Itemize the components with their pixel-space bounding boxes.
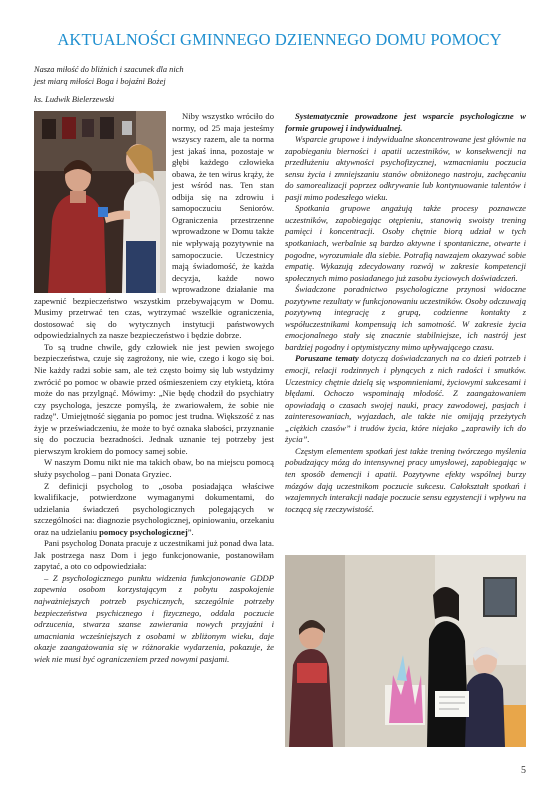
paragraph: Pani psycholog Donata pracuje z uczestnikami już ponad dwa lata. Jak postrzega nasz Dom i jego funkcjonowanie, postanowiłam zapytać, a oto co odpowiedziała: xyxy=(34,538,274,572)
bold-lead: Systematycznie prowadzone jest wsparcie psychologiczne w formie grupowej i indywidualnej. xyxy=(285,111,526,133)
motto-line: Nasza miłość do bliźnich i szacunek dla nich xyxy=(34,65,184,74)
paragraph-text: dotyczą doświadczanych na co dzień potrzeb i emocji, relacji rodzinnych i płynących z nich radości i smutków. Uczestnicy chętnie dzielą się wspomnieniami, życiowymi sukcesami i błędami. Ochoczo wspominają młodość. Z zaangażowaniem opowiadają o czasach swojej nauki, pracy zawodowej, pasjach i zainteresowaniach, wyjazdach, ale także nie omijają przeżytych „ciężkich czasów” i trudów życia, które niejako „zaprawiły ich do życia”. xyxy=(285,353,526,445)
paragraph: To są trudne chwile, gdy człowiek nie jest pewien swojego bezpieczeństwa, czuje się zagrożony, nie wie, czego i kogo się boi. Nie każdy radzi sobie sam, ale też często boimy się lub wstydzimy zwrócić po pomoc w obawie przed ośmieszeniem czy etykietą, która może do nas przylgnąć. Mówimy: „Nie będę chodził do psychiatry czy psychologa, jeszcze pomyślą, że zwariowałem, że sobie nie radzę”. Umiejętność sięgania po pomoc jest trudna. Większość z nas żyje w przeświadczeniu, że może to być oznaka słabości, przyznanie się do poczucia bezradności. Jednak uznanie tej potrzeby jest pierwszym krokiem do pomocy samej sobie. xyxy=(34,341,274,456)
paragraph: W naszym Domu nikt nie ma takich obaw, bo na miejscu pomocą służy psycholog – pani Donata Gryziec. xyxy=(34,457,274,479)
paragraph: Spotkania grupowe angażują także procesy poznawcze uczestników, zapobiegając otępieniu, stanowią swoisty trening pamięci i koncentracji. Osoby chętnie biorą udział w tych spotkaniach, werbalnie są bardzo aktywne i spontaniczne, otwarte i pogodne, wyrozumiałe dla siebie. Potrafią nawzajem okazywać sobie empatię. Wykazują zdecydowany rozwój w zakresie kompetencji społecznych mimo posiadanego już zasobu życiowych doświadczeń. xyxy=(285,203,526,283)
photo-float-spacer xyxy=(34,111,166,293)
paragraph xyxy=(285,111,526,134)
motto-author: ks. Ludwik Bielerzewski xyxy=(34,95,115,104)
bold-term: Poruszane tematy xyxy=(295,353,359,364)
left-column xyxy=(34,111,274,665)
bold-term: pomocy psychologicznej xyxy=(99,526,188,537)
paragraph xyxy=(285,353,526,445)
interview-answer: – Z psychologicznego punktu widzenia funkcjonowanie GDDP zapewnia osobom korzystającym z pobytu zaspokojenie najważniejszych potrzeb psychicznych, szczególnie potrzeby bezpieczeństwa psychicznego i fizycznego, oddala poczucie odrzucenia, stwarza szanse zawierania nowych przyjaźni i umacniania wcześniejszych z osobami w zbliżonym wieku, daje okazje zaangażowania się w różnorakie wydarzenia, pokazuje, że wiek nie musi być ograniczeniem przed nowymi pasjami. xyxy=(34,572,274,664)
motto xyxy=(34,64,264,106)
paragraph xyxy=(34,481,274,539)
paragraph: Świadczone poradnictwo psychologiczne przynosi widoczne pozytywne rezultaty w funkcjonowaniu uczestników. Osoby odczuwają pozytywną integrację z grupą, codzienne kontakty z współuczestnikami kompensują ich samotność. W zakresie życia emocjonalnego stały się znacznie stabilniejsze, ich nastrój jest bardziej pogodny i optymistyczny mimo upływającego czasu. xyxy=(285,284,526,352)
paragraph: Wsparcie grupowe i indywidualne skoncentrowane jest głównie na zapobieganiu bierności i apatii uczestników, w konsekwencji na przedłużeniu aktywności psychofizycznej, wzmacnianiu poczucia sensu życia i zmniejszaniu stanów obniżonego nastroju, zachęcaniu do samorealizacji poprzez odkrywanie lub kontynuowanie talentów i pasji mimo podeszłego wieku. xyxy=(285,134,526,202)
page-number: 5 xyxy=(521,765,526,776)
right-column xyxy=(285,111,526,515)
photo-seniors-group xyxy=(285,555,526,747)
motto-line: jest miarą miłości Boga i bojaźni Bożej xyxy=(34,77,166,86)
definition-text: Z definicji psycholog to „osoba posiadająca właściwe kwalifikacje, potwierdzone wymaganymi dokumentami, do udzielania świadczeń psychologicznych polegających w szczególności na: diagnozie psychologicznej, opiniowaniu, orzekaniu oraz na udzielaniu xyxy=(34,480,274,537)
article-title: AKTUALNOŚCI GMINNEGO DZIENNEGO DOMU POMOCY xyxy=(57,30,502,49)
quote-close: ”. xyxy=(187,526,194,537)
paragraph: Niby wszystko wróciło do normy, od 25 maja jesteśmy wszyscy razem, ale ta norma jest jakaś inna, pozostaje w głębi każdego człowieka obawa, że ten wirus krąży, że jest wśród nas. Ten stan odbija się na zdrowiu i samopoczuciu Seniorów. Ograniczenia przestrzenne wprowadzone w Domu także nie wpływają pozytywnie na samopoczucie. Uczestnicy mają świadomość, że każda decyzja, każde nowo wprowadzone działanie ma zapewnić bezpieczeństwo wszystkim przebywającym w Domu. Musimy przetrwać ten czas, wytrzymać wszelkie ograniczenia, dostosować się do wytycznych instytucji państwowych odpowiedzialnych za nasze bezpieczeństwo i będzie dobrze. xyxy=(34,111,274,341)
paragraph: Częstym elementem spotkań jest także trening twórczego myślenia pobudzający mózg do intensywnej pracy umysłowej, zapobiegając w ten sposób demencji i apatii. Pozytywne efekty wspólnej burzy mózgów dają uczestnikom poczucie sukcesu. Całokształt spotkań i wzajemnych interakcji nadaje poczucie sensu egzystencji i wpływu na toczącą się rzeczywistość. xyxy=(285,445,526,514)
